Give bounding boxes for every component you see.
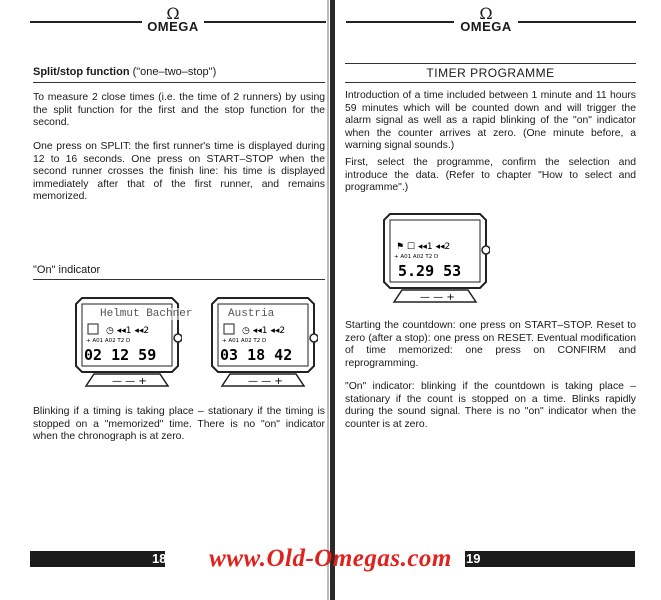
watermark-name: Helmut Bachner [100, 308, 193, 320]
header-rule-right [204, 21, 326, 23]
svg-text:— — +: — — + [112, 376, 147, 387]
header-rule-right-r [518, 21, 636, 23]
title-rule-top [345, 63, 636, 64]
title-rule-bottom [345, 82, 636, 83]
watch1-labels: + A01 A02 T2 D [86, 338, 131, 344]
right-para-1: Introduction of a time included between 1 minute and 11 hours 59 minutes which will be counted down and will trigger the alarm signal as well as a rapid blinking of the "on" indicator when the counter arrives at zero. (One minute before, a warning signal sounds.) [345, 90, 636, 152]
timer-watch-illustration [380, 212, 490, 310]
page-number-left: 18 [152, 551, 167, 566]
timer-watch-labels: + A01 A02 T2 D [394, 254, 439, 260]
left-para-1: To measure 2 close times (i.e. the time of 2 runners) by using the split function for the first and the stop function for the second. [33, 92, 325, 129]
right-para-4: "On" indicator: blinking if the countdown is taking place – stationary if the count is stopped on a time. Blinks rapidly during the sound signal. There is no "on" indicator when the counter is at zero. [345, 381, 636, 430]
split-stop-title: Split/stop function [33, 66, 130, 78]
spine-shadow [327, 0, 329, 600]
header-rule-left [30, 21, 142, 23]
site-watermark: www.Old-Omegas.com [209, 545, 452, 572]
section-rule [33, 82, 325, 83]
omega-symbol: Ω [166, 4, 180, 23]
split-stop-subtitle: ("one–two–stop") [132, 66, 217, 78]
left-para-2: One press on SPLIT: the first runner's time is displayed during 12 to 16 seconds. One press on START–STOP when the second runner crosses the finish line: his time is displayed immediately after that of the first runner, and remains memorized. [33, 141, 325, 203]
split-stop-heading [33, 66, 216, 78]
left-page [0, 0, 330, 600]
watch2-digits: 03 18 42 [220, 346, 293, 364]
chrono-icon [88, 324, 98, 334]
svg-text:◷ ◂◂1 ◂◂2: ◷ ◂◂1 ◂◂2 [242, 326, 286, 336]
on-indicator-rule [33, 279, 325, 280]
right-para-3: Starting the countdown: one press on START–STOP. Reset to zero (after a stop): one press on RESET. Eventual modification of time memorized: one press on CONFIRM and reprogramming. [345, 320, 636, 369]
page-number-right: 19 [466, 551, 481, 566]
left-para-3: Blinking if a timing is taking place – stationary if the timing is stopped on a "memorized" time. There is no "on" indicator when the chronograph is at zero. [33, 406, 325, 443]
right-para-2: First, select the programme, confirm the selection and introduce the data. (Refer to chapter "How to select and programme".) [345, 157, 636, 194]
omega-brand-r: OMEGA [460, 19, 512, 34]
watermark-country: Austria [228, 308, 275, 320]
omega-brand: OMEGA [147, 19, 199, 34]
svg-text:◷ ◂◂1 ◂◂2: ◷ ◂◂1 ◂◂2 [106, 326, 150, 336]
svg-text:⚑ ☐ ◂◂1 ◂◂2: ⚑ ☐ ◂◂1 ◂◂2 [396, 242, 451, 252]
header-rule-left-r [346, 21, 454, 23]
page-spine [330, 0, 335, 600]
svg-text:— — +: — — + [420, 292, 455, 303]
on-indicator-title: "On" indicator [33, 264, 101, 276]
timer-watch-digits: 5.29 53 [398, 262, 462, 280]
left-header [0, 4, 330, 40]
timer-programme-title: TIMER PROGRAMME [426, 66, 555, 80]
right-header [336, 4, 661, 40]
watch1-digits: 02 12 59 [84, 346, 157, 364]
svg-text:— — +: — — + [248, 376, 283, 387]
right-page [336, 0, 661, 600]
omega-symbol-r: Ω [479, 4, 493, 23]
watch2-labels: + A01 A02 T2 D [222, 338, 267, 344]
